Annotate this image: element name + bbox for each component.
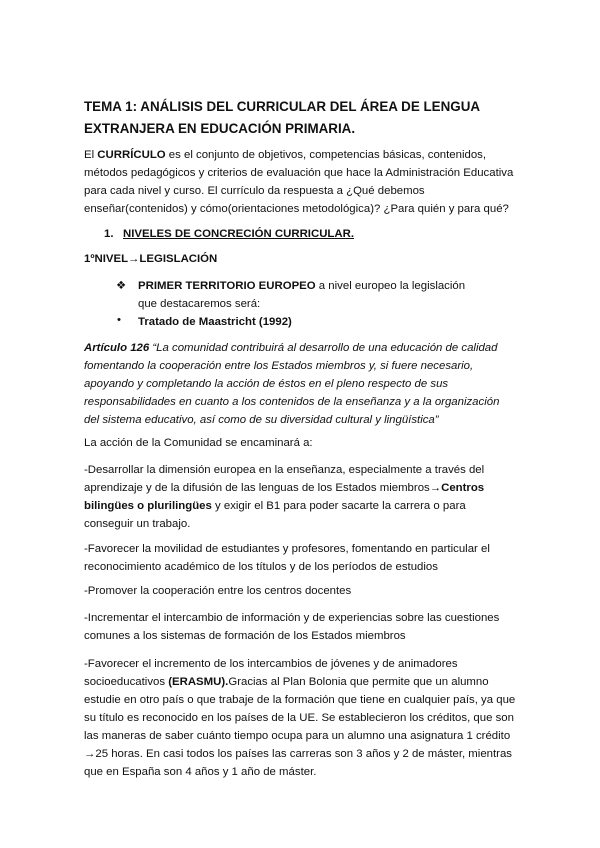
document-title: TEMA 1: ANÁLISIS DEL CURRICULAR DEL ÁREA DE LENGUA EXTRANJERA EN EDUCACIÓN PRIMARIA. [84, 99, 480, 136]
curriculo-term: CURRÍCULO [97, 149, 166, 161]
article-quote [84, 339, 516, 429]
section-number: 1. [104, 228, 114, 240]
point-movilidad: -Favorecer la movilidad de estudiantes y profesores, fomentando en particular el reconocimiento académico de los títulos y de los períodos de estudios [84, 543, 490, 573]
point-1-text: -Desarrollar la dimensión europea en la enseñanza, especialmente a través del aprendizaje y de la difusión de las lenguas de los Estados miembros→ [84, 464, 485, 494]
article-text: “La comunidad contribuirá al desarrollo de una educación de calidad fomentando la cooperación entre los Estados miembros y, si fuere necesario, apoyando y completando la acción de éstos en el pleno respecto de sus responsabilidades en cuanto a los contenidos de la enseñanza y a la organización del sistema educativo, así como de su diversidad cultural y lingüística” [84, 342, 500, 426]
bullet-item-territorio-rest: a nivel europeo la legislación que destacaremos será: [138, 280, 466, 310]
point-cooperacion: -Promover la cooperación entre los centros docentes [84, 585, 352, 597]
point-5-bold: (ERASMU). [168, 676, 229, 688]
point-1-text-end: y exigir el B1 para poder sacarte la carrera o para conseguir un trabajo. [84, 500, 466, 530]
diamond-bullet-icon: ❖ [116, 280, 127, 292]
intro-rest: es el conjunto de objetivos, competencias básicas, contenidos, métodos pedagógicos y criterios de evaluación que hace la Administración Educativa para cada nivel y curso. El currículo da respuesta a ¿Qué debemos enseñar(contenidos) y cómo(orientaciones metodológica)? ¿Para quién y para qué? [84, 149, 514, 215]
point-5-text: -Favorecer el incremento de los intercambios de jóvenes y de animadores socioeducativos [84, 658, 458, 688]
bullet-item-territorio [138, 277, 478, 313]
point-erasmus [84, 655, 516, 781]
point-dimension-europea [84, 461, 516, 533]
intro-lead: El [84, 149, 98, 161]
bullet-item-territorio-bold: PRIMER TERRITORIO EUROPEO [138, 280, 316, 292]
bullet-item-maastricht: Tratado de Maastricht (1992) [138, 316, 292, 328]
point-5-text-end: Gracias al Plan Bolonia que permite que un alumno estudie en otro país o que trabaje de la formación que tiene en cualquier país, ya que su título es reconocido en los países de la UE. Se establecieron los créditos, que son las maneras de saber cuánto tiempo ocupa para un alumno una asignatura 1 crédito →25 horas. En casi todos los países las carreras son 3 años y 2 de máster, mientras que en España son 4 años y 1 año de máster. [84, 676, 516, 778]
dot-bullet-icon: • [117, 314, 121, 326]
section-heading [104, 225, 404, 243]
action-intro: La acción de la Comunidad se encaminará a: [84, 437, 313, 449]
article-label: Artículo 126 [84, 342, 150, 354]
point-intercambio: -Incrementar el intercambio de información y de experiencias sobre las cuestiones comunes a los sistemas de formación de los Estados miembros [84, 612, 500, 642]
level-heading: 1ºNIVEL→LEGISLACIÓN [84, 253, 218, 265]
intro-paragraph [84, 146, 516, 218]
point-1-bold: Centros bilingües o plurilingües [84, 482, 485, 512]
section-label: NIVELES DE CONCRECIÓN CURRICULAR. [123, 228, 354, 240]
